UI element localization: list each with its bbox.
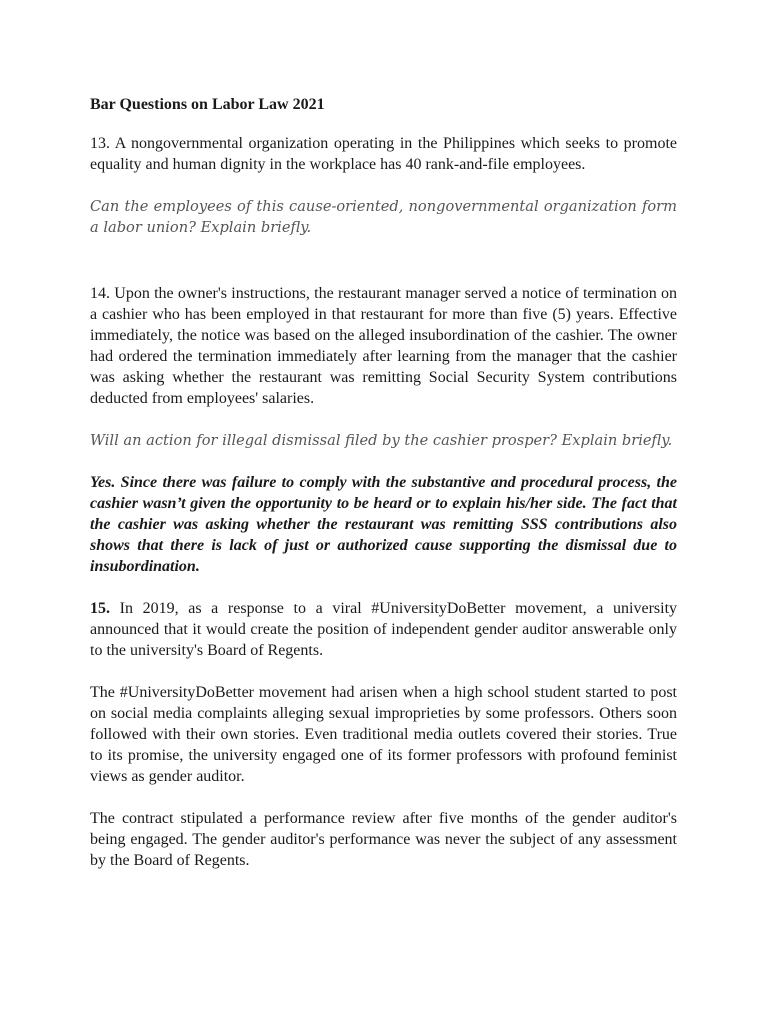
- item-15-body-3: The contract stipulated a performance review after five months of the gender auditor's being engaged. The gender auditor's performance was never the subject of any assessment by the Board of Regents.: [90, 810, 677, 869]
- item-14-question: Will an action for illegal dismissal filed by the cashier prosper? Explain briefly.: [90, 432, 673, 449]
- item-15-number: 15.: [90, 600, 110, 617]
- item-13-body: [90, 133, 677, 175]
- item-13-text: A nongovernmental organization operating in the Philippines which seeks to promote equality and human dignity in the workplace has 40 rank-and-file employees.: [90, 135, 677, 173]
- document-page: [90, 94, 677, 892]
- item-15-body-2: The #UniversityDoBetter movement had arisen when a high school student started to post on social media complaints alleging sexual improprieties by some professors. Others soon followed with their own stories. Even traditional media outlets covered their stories. True to its promise, the university engaged one of its former professors with profound feminist views as gender auditor.: [90, 684, 677, 785]
- item-14-number: 14.: [90, 285, 110, 302]
- item-14-answer: Yes. Since there was failure to comply with the substantive and procedural process, the cashier wasn’t given the opportunity to be heard or to explain his/her side. The fact that the cashier was asking whether the restaurant was remitting SSS contributions also shows that there is lack of just or authorized cause supporting the dismissal due to insubordination.: [90, 474, 677, 575]
- document-title: Bar Questions on Labor Law 2021: [90, 96, 325, 113]
- item-13-number: 13.: [90, 135, 110, 152]
- item-13-question: Can the employees of this cause-oriented, nongovernmental organization form a labor union? Explain briefly.: [90, 198, 677, 236]
- item-15-body: [90, 598, 677, 661]
- item-14-body: [90, 283, 677, 409]
- item-14-text: Upon the owner's instructions, the restaurant manager served a notice of termination on a cashier who has been employed in that restaurant for more than five (5) years. Effective immediately, the notice was based on the alleged insubordination of the cashier. The owner had ordered the termination immediately after learning from the manager that the cashier was asking whether the restaurant was remitting Social Security System contributions deducted from employees' salaries.: [90, 285, 677, 407]
- item-15-text: In 2019, as a response to a viral #UniversityDoBetter movement, a university announced that it would create the position of independent gender auditor answerable only to the university's Board of Regents.: [90, 600, 678, 659]
